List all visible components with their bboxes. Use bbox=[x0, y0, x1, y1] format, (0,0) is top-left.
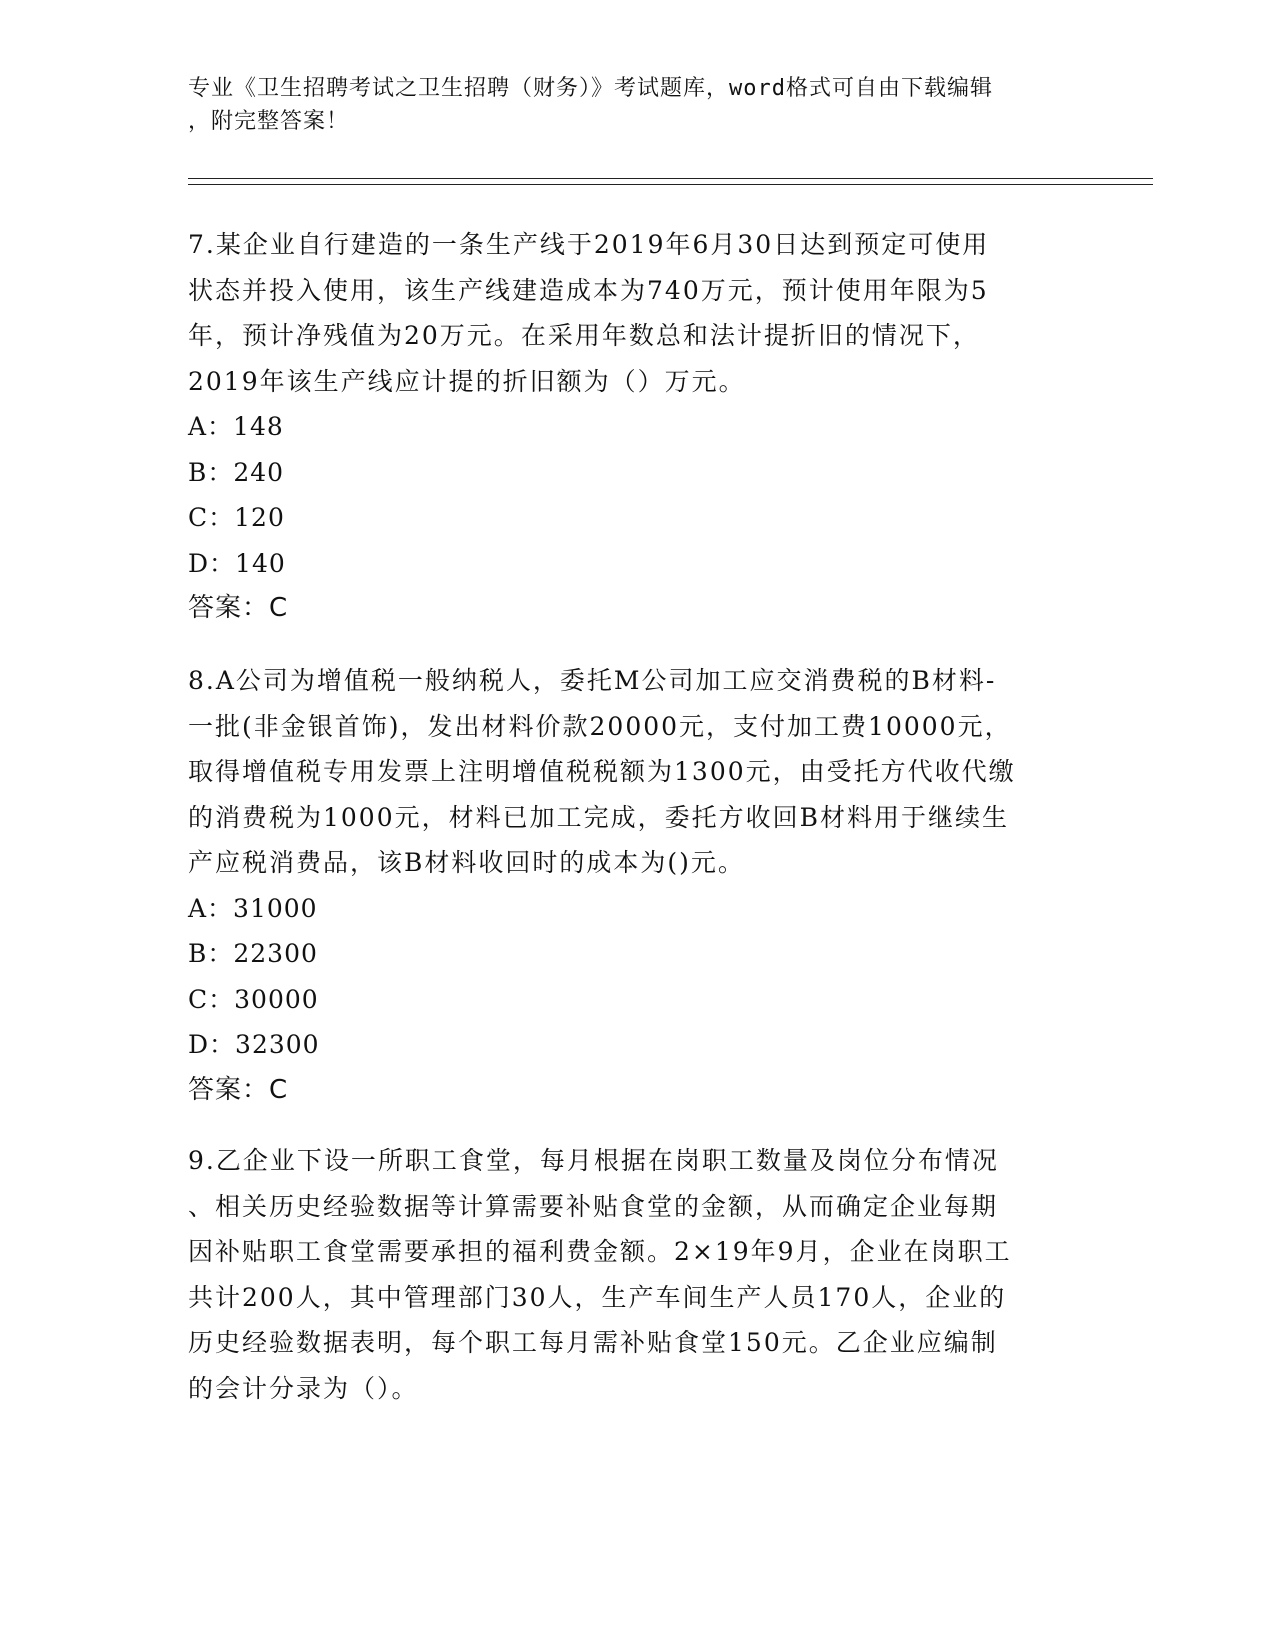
option-d: D：32300 bbox=[188, 1030, 320, 1059]
option-b: B：240 bbox=[188, 457, 285, 487]
option-a: A：31000 bbox=[188, 893, 318, 923]
answer-label: 答案：C bbox=[188, 1074, 289, 1105]
question-8 bbox=[188, 658, 1088, 1113]
question-stem: 9.乙企业下设一所职工食堂，每月根据在岗职工数量及岗位分布情况 、相关历史经验数据等计算需要补贴食堂的金额，从而确定企业每期 因补贴职工食堂需要承担的福利费金额。2×19年9月，企业在岗职工 共计200人，其中管理部门30人，生产车间生产人员170人，企业的 历史经验数据表明，每个职工每月需补贴食堂150元。乙企业应编制 的会计分录为（）。 bbox=[188, 1146, 1012, 1403]
question-stem: 8.A公司为增值税一般纳税人，委托M公司加工应交消费税的B材料- 一批(非金银首饰)，发出材料价款20000元，支付加工费10000元， 取得增值税专用发票上注明增值税税额为1300元，由受托方代收代缴 的消费税为1000元，材料已加工完成，委托方收回B材料用于继续生 产应税消费品，该B材料收回时的成本为()元。 bbox=[188, 666, 1016, 877]
option-c: C：120 bbox=[188, 503, 285, 532]
header-divider-bottom bbox=[188, 184, 1153, 185]
option-a: A：148 bbox=[188, 412, 284, 441]
header-line-2: ，附完整答案！ bbox=[188, 109, 350, 134]
option-d: D：140 bbox=[188, 548, 286, 578]
answer-label: 答案：C bbox=[188, 593, 289, 623]
question-7 bbox=[188, 222, 1088, 632]
option-b: B：22300 bbox=[188, 939, 318, 968]
document-header bbox=[188, 72, 1068, 138]
header-divider-top bbox=[188, 178, 1153, 179]
header-line-1: 专业《卫生招聘考试之卫生招聘（财务）》考试题库，word格式可自由下载编辑 bbox=[188, 76, 993, 101]
question-stem: 7.某企业自行建造的一条生产线于2019年6月30日达到预定可使用 状态并投入使用，该生产线建造成本为740万元，预计使用年限为5 年，预计净残值为20万元。在采用年数总和法计提折旧的情况下， 2019年该生产线应计提的折旧额为（）万元。 bbox=[188, 230, 990, 396]
option-c: C：30000 bbox=[188, 984, 319, 1014]
question-9 bbox=[188, 1138, 1088, 1411]
